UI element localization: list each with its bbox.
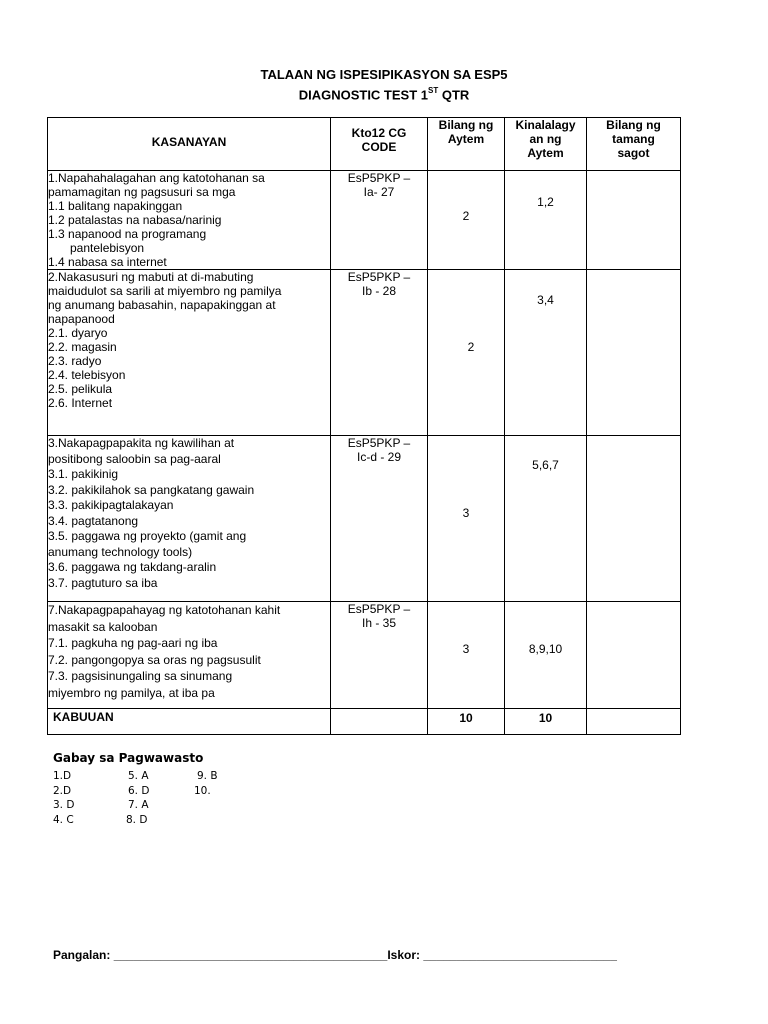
name-field[interactable]: _________________________________________	[113, 948, 388, 962]
answer-key-row: 4. C 8. D	[53, 813, 148, 826]
answer-key	[53, 751, 218, 828]
kinalalagyan-cell: 1,2	[505, 171, 587, 270]
header-kasanayan: KASANAYAN	[48, 118, 331, 171]
score-field[interactable]: _____________________________	[423, 948, 617, 962]
answer-key-row: 2.D 6. D 10.	[53, 784, 211, 797]
bilang-cell: 3	[428, 436, 505, 602]
table-row	[48, 602, 681, 709]
header-kinalalagyan: Kinalalagy an ng Aytem	[505, 118, 587, 171]
bilang-cell: 2	[428, 171, 505, 270]
document-title: TALAAN NG ISPESIPIKASYON SA ESP5	[260, 67, 508, 82]
document-subtitle	[0, 83, 768, 103]
total-code-cell	[331, 709, 428, 735]
name-label: Pangalan:	[53, 948, 114, 962]
subtitle-main: DIAGNOSTIC TEST 1	[298, 87, 428, 103]
subtitle-superscript: ST	[428, 86, 439, 95]
table-header-row	[48, 118, 681, 171]
table-row	[48, 171, 681, 270]
code-cell: EsP5PKP – Ih - 35	[331, 602, 428, 709]
score-label: Iskor:	[387, 948, 424, 962]
code-cell: EsP5PKP – Ia- 27	[331, 171, 428, 270]
tamang-sagot-cell[interactable]	[587, 602, 681, 709]
tamang-sagot-cell[interactable]	[587, 436, 681, 602]
kasanayan-cell: 7.Nakapagpapahayag ng katotohanan kahit masakit sa kalooban 7.1. pagkuha ng pag-aari ng iba 7.2. pangongopya sa oras ng pagsusulit 7.3. pagsisinungaling sa sinumang miyembro ng pamilya, at iba pa	[48, 602, 331, 709]
total-items: 10	[505, 709, 587, 735]
answer-key-row: 1.D 5. A 9. B	[53, 770, 218, 782]
specification-table	[47, 117, 681, 735]
kasanayan-cell: 3.Nakapagpapakita ng kawilihan at positibong saloobin sa pag-aaral 3.1. pakikinig 3.2. pakikilahok sa pangkatang gawain 3.3. pakikipagtalakayan 3.4. pagtatanong 3.5. paggawa ng proyekto (gamit ang anumang technology tools) 3.6. paggawa ng takdang-aralin 3.7. pagtuturo sa iba	[48, 436, 331, 602]
total-row	[48, 709, 681, 735]
header-bilang: Bilang ng Aytem	[428, 118, 505, 171]
table-row	[48, 436, 681, 602]
subtitle-end: QTR	[438, 87, 470, 103]
answer-key-row: 3. D 7. A	[53, 799, 149, 811]
bilang-cell: 2	[428, 270, 505, 436]
tamang-sagot-cell[interactable]	[587, 171, 681, 270]
code-cell: EsP5PKP – Ib - 28	[331, 270, 428, 436]
header-tamang-sagot: Bilang ng tamang sagot	[587, 118, 681, 171]
bilang-cell: 3	[428, 602, 505, 709]
header-code: Kto12 CG CODE	[331, 118, 428, 171]
kinalalagyan-cell: 3,4	[505, 270, 587, 436]
tamang-sagot-cell[interactable]	[587, 270, 681, 436]
footer-name-score	[53, 948, 617, 962]
code-cell: EsP5PKP – Ic-d - 29	[331, 436, 428, 602]
kinalalagyan-cell: 8,9,10	[505, 602, 587, 709]
total-tamang-cell[interactable]	[587, 709, 681, 735]
total-count: 10	[428, 709, 505, 735]
answer-key-heading: Gabay sa Pagwawasto	[53, 751, 204, 765]
kasanayan-cell: 1.Napahahalagahan ang katotohanan sa pamamagitan ng pagsusuri sa mga 1.1 balitang napakinggan 1.2 patalastas na nabasa/narinig 1.3 napanood na programang pantelebisyon 1.4 nabasa sa internet	[48, 171, 331, 270]
kinalalagyan-cell: 5,6,7	[505, 436, 587, 602]
kasanayan-cell: 2.Nakasusuri ng mabuti at di-mabuting maidudulot sa sarili at miyembro ng pamilya ng anumang babasahin, napapakinggan at napapanood 2.1. dyaryo 2.2. magasin 2.3. radyo 2.4. telebisyon 2.5. pelikula 2.6. Internet	[48, 270, 331, 436]
table-row	[48, 270, 681, 436]
total-label: KABUUAN	[48, 709, 331, 735]
